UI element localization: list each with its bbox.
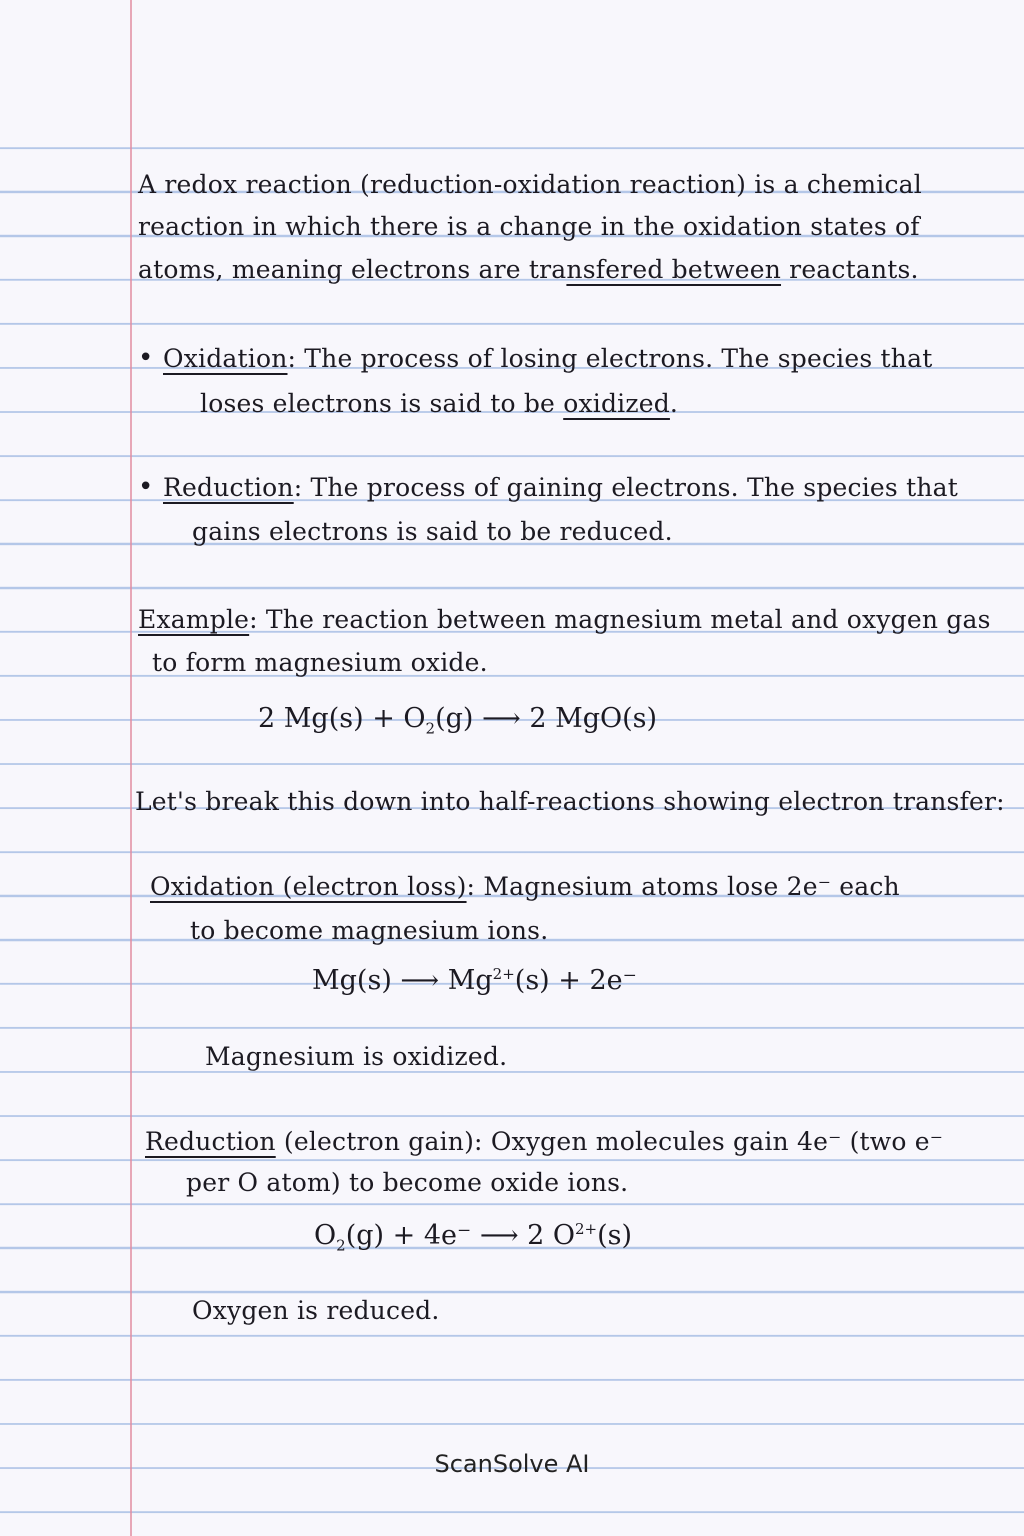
footer-brand: ScanSolve AI	[434, 1450, 590, 1478]
underlined-phrase: nsfered between	[566, 255, 782, 284]
reduction-half-term: Reduction	[145, 1127, 276, 1156]
oxidation-half-line-2: to become magnesium ions.	[190, 916, 549, 945]
reduction-term: Reduction	[163, 473, 294, 502]
reduction-half-line-2: per O atom) to become oxide ions.	[186, 1168, 629, 1197]
bullet-icon: •	[138, 472, 154, 502]
breakdown-sentence: Let's break this down into half-reactions showing electron transfer:	[135, 787, 1005, 816]
example-line-2: to form magnesium oxide.	[152, 648, 488, 677]
intro-line-3: atoms, meaning electrons are transfered between reactants.	[138, 255, 919, 284]
intro-line-2: reaction in which there is a change in the oxidation states of	[138, 212, 920, 241]
reduction-conclusion: Oxygen is reduced.	[192, 1296, 440, 1325]
example-equation: 2 $Mg(s) + O_2(g)$ ⟶ 2 MgO(s)	[258, 703, 658, 738]
reduction-def-line-1: Reduction: The process of gaining electrons. The species that	[163, 473, 958, 502]
margin-line	[130, 0, 132, 1536]
reduction-half-line-1: Reduction (electron gain): Oxygen molecules gain 4e⁻ (two e⁻	[145, 1127, 944, 1156]
reduction-half-equation: $O_2(g) + 4e^-$ ⟶ 2 $O^{2+}(s)$	[314, 1220, 633, 1255]
example-term: Example	[138, 605, 250, 634]
oxidation-half-line-1: Oxidation (electron loss): Magnesium atoms lose 2e⁻ each	[150, 872, 900, 901]
intro-line-1: A redox reaction (reduction-oxidation reaction) is a chemical	[138, 170, 922, 199]
oxidation-term: Oxidation	[163, 344, 288, 373]
oxidation-half-term: Oxidation (electron loss)	[150, 872, 467, 901]
bullet-icon: •	[138, 343, 154, 373]
example-line-1: Example: The reaction between magnesium metal and oxygen gas	[138, 605, 991, 634]
oxidation-def-line-2: loses electrons is said to be oxidized.	[200, 389, 679, 418]
oxidation-half-equation: Mg(s) ⟶ $Mg^{2+}(s) + 2e^-$	[312, 965, 637, 996]
oxidation-def-line-1: Oxidation: The process of losing electrons. The species that	[163, 344, 933, 373]
reduction-def-line-2: gains electrons is said to be reduced.	[192, 517, 673, 546]
oxidized-term: oxidized	[563, 389, 670, 418]
oxidation-conclusion: Magnesium is oxidized.	[205, 1042, 508, 1071]
